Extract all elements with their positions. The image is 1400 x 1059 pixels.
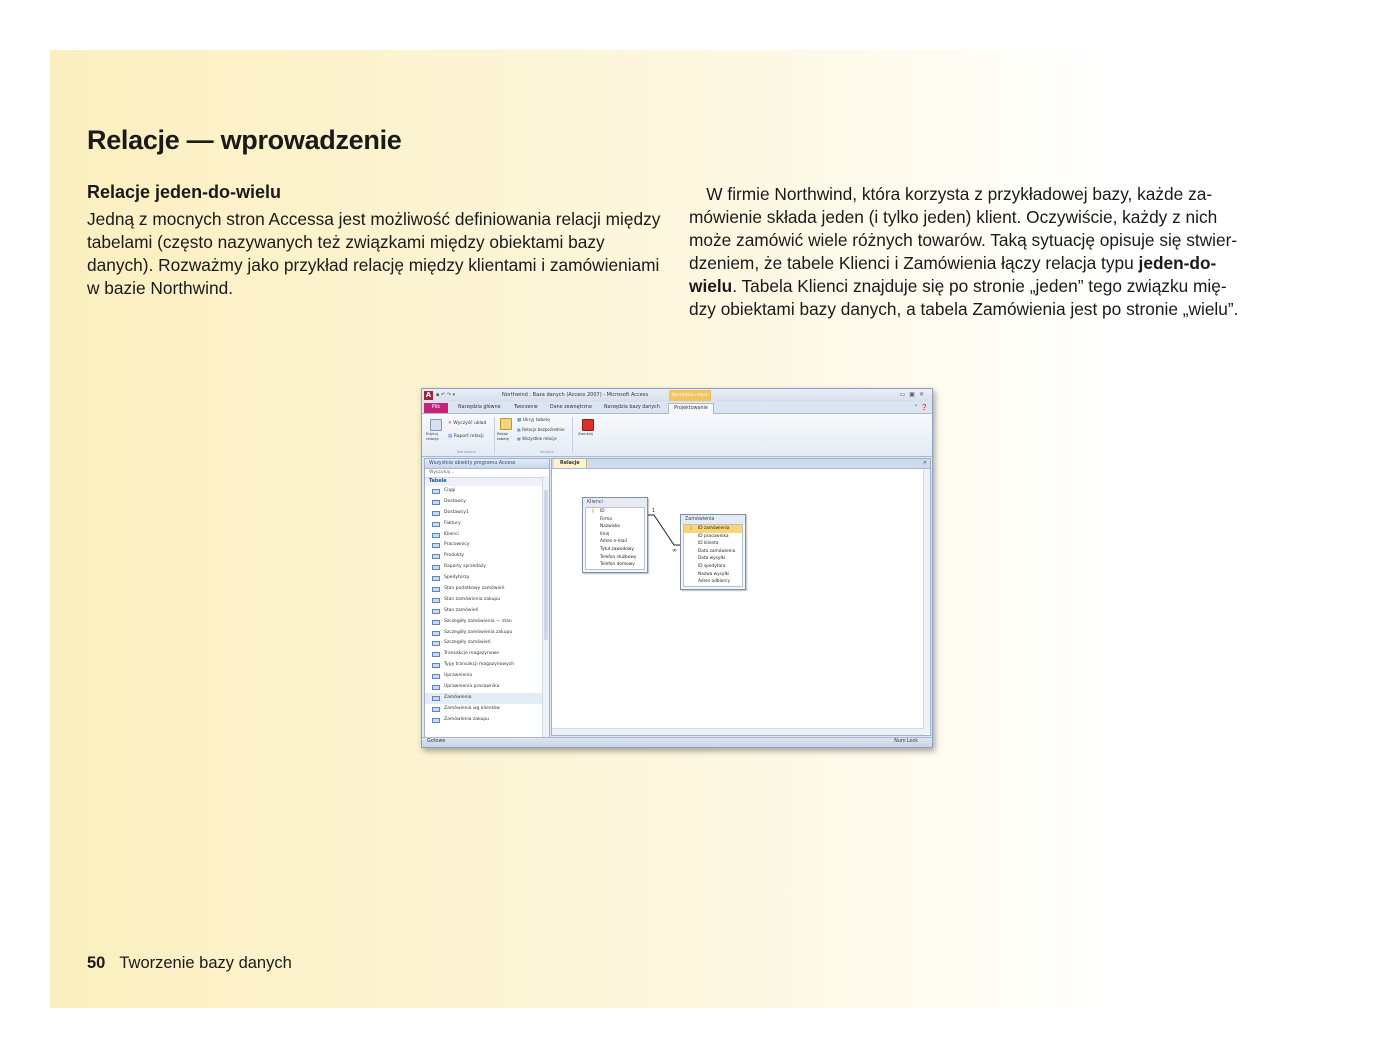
edit-relations-label: Edytuj relacje xyxy=(426,431,439,441)
table-icon xyxy=(432,641,440,646)
primary-key-icon: ⚷ xyxy=(591,508,595,514)
nav-scrollbar xyxy=(542,476,549,738)
nav-table-label: Zamówienia wg klientów xyxy=(444,705,500,711)
nav-table-label: Klienci xyxy=(444,531,459,537)
nav-table-label: Produkty xyxy=(444,553,464,559)
nav-table-item xyxy=(425,595,549,606)
help-icon: ⌃ ❓ xyxy=(913,404,928,411)
nav-table-item xyxy=(425,693,549,704)
nav-table-label: Uprawnienia xyxy=(444,673,473,679)
relationship-report-label: Raport relacji xyxy=(453,434,484,439)
field-list xyxy=(585,507,645,570)
tab-create: Tworzenie xyxy=(514,405,538,410)
nav-scroll-thumb xyxy=(544,490,548,640)
table-field xyxy=(586,538,644,546)
table-icon xyxy=(432,522,440,527)
primary-key-icon: ⚷ xyxy=(689,525,693,531)
table-icon xyxy=(432,533,440,538)
nav-table-item xyxy=(425,682,549,693)
nav-table-item xyxy=(425,562,549,573)
field-label: Imię xyxy=(600,531,610,537)
window-controls-icon: ▭▣✕ xyxy=(899,391,928,398)
table-field xyxy=(684,563,742,571)
table-icon xyxy=(432,598,440,603)
table-field xyxy=(684,578,742,586)
relationship-canvas xyxy=(552,469,924,731)
tab-database-tools: Narzędzia bazy danych xyxy=(604,405,660,410)
nav-table-item xyxy=(425,540,549,551)
line-text: W firmie Northwind, która korzysta z przykładowej bazy, każde za- xyxy=(689,184,1213,204)
table-field xyxy=(586,531,644,539)
field-label: Tytuł zawodowy xyxy=(600,546,634,552)
window-titlebar xyxy=(422,389,932,402)
nav-table-item xyxy=(425,573,549,584)
edit-relations-icon xyxy=(430,419,442,431)
ribbon-separator xyxy=(494,417,495,453)
group-tools-label: Narzędzia xyxy=(457,449,476,454)
table-zamowienia xyxy=(680,514,746,590)
table-icon xyxy=(432,543,440,548)
nav-table-item xyxy=(425,715,549,726)
table-field xyxy=(684,548,742,556)
table-icon xyxy=(432,565,440,570)
all-relationships-button: ▦ Wszystkie relacje xyxy=(517,436,557,441)
bold-text: wielu xyxy=(689,276,733,296)
nav-table-label: Transakcje magazynowe xyxy=(444,651,500,657)
field-label: ID zamówienia xyxy=(698,526,730,531)
ribbon-separator xyxy=(572,417,573,453)
table-icon xyxy=(432,609,440,614)
table-icon xyxy=(432,587,440,592)
nav-table-item xyxy=(425,508,549,519)
field-label: Telefon domowy xyxy=(600,562,635,568)
field-label: Telefon służbowy xyxy=(600,554,637,560)
page-title: Relacje — wprowadzenie xyxy=(87,125,402,155)
field-label: Adres odbiorcy xyxy=(698,579,730,585)
nav-table-label: Stan zamówienia zakupu xyxy=(444,596,501,602)
access-window-screenshot xyxy=(421,388,933,748)
tab-home: Narzędzia główne xyxy=(458,405,501,410)
table-icon xyxy=(432,652,440,657)
tab-external-data: Dane zewnętrzne xyxy=(550,405,592,410)
close-icon xyxy=(582,419,594,431)
line-text: mówienie składa jeden (i tylko jeden) klient. Oczywiście, każdy z nich xyxy=(689,207,1218,227)
window-title: Northwind : Baza danych (Access 2007) - Microsoft Access xyxy=(502,392,649,398)
table-icon xyxy=(432,511,440,516)
nav-table-item xyxy=(425,649,549,660)
nav-search-input: Wyszukaj... xyxy=(425,469,549,478)
nav-table-item xyxy=(425,497,549,508)
table-field xyxy=(586,561,644,569)
page-footer xyxy=(87,954,292,973)
right-paragraph xyxy=(689,183,1264,321)
nav-table-label: Zamówienia zakupu xyxy=(444,716,490,722)
tab-file: Plik xyxy=(424,403,448,413)
quick-access-toolbar: ▪ ↶ ↷ ▾ xyxy=(436,392,456,398)
document-vertical-scrollbar xyxy=(923,469,930,734)
document-horizontal-scrollbar xyxy=(552,728,924,735)
section-heading: Relacje jeden-do-wielu xyxy=(87,182,282,202)
nav-table-item xyxy=(425,660,549,671)
table-field xyxy=(586,546,644,554)
field-label: ID xyxy=(600,509,605,514)
ribbon-tab-row xyxy=(422,403,932,414)
nav-table-label: Faktury xyxy=(444,520,461,526)
nav-table-item xyxy=(425,638,549,649)
tab-design: Projektowanie xyxy=(668,403,714,414)
table-icon xyxy=(432,620,440,625)
table-field xyxy=(684,525,742,533)
table-field xyxy=(586,554,644,562)
nav-group-tables: Tabele xyxy=(425,478,549,486)
access-app-icon: A xyxy=(425,391,432,399)
nav-table-item xyxy=(425,704,549,715)
table-icon xyxy=(432,554,440,559)
relationship-report-button: ▤ Raport relacji xyxy=(448,434,484,439)
line-text: dzeniem, że tabele Klienci i Zamówienia łączy relacja typu xyxy=(689,253,1139,273)
field-label: Data zamówienia xyxy=(698,548,736,554)
nav-table-item xyxy=(425,551,549,562)
paragraph-line xyxy=(689,206,1264,229)
field-label: Nazwisko xyxy=(600,524,621,530)
line-text: może zamówić wiele różnych towarów. Taką sytuację opisuje się stwier- xyxy=(689,230,1238,250)
navigation-pane xyxy=(424,458,550,740)
field-label: Data wysyłki xyxy=(698,556,726,562)
field-label: Adres e-mail xyxy=(600,539,627,545)
table-field xyxy=(684,571,742,579)
paragraph-line xyxy=(689,275,1264,298)
nav-table-item xyxy=(425,671,549,682)
table-icon xyxy=(432,718,440,723)
table-icon xyxy=(432,663,440,668)
table-title: Klienci xyxy=(583,498,647,507)
relationships-document xyxy=(551,458,931,736)
nav-table-item xyxy=(425,617,549,628)
table-icon xyxy=(432,576,440,581)
paragraph-line xyxy=(689,183,1264,206)
table-icon xyxy=(432,500,440,505)
direct-relationships-label: Relacje bezpośrednie xyxy=(522,427,565,432)
nav-table-item xyxy=(425,584,549,595)
table-field xyxy=(684,540,742,548)
nav-table-label: Typy transakcji magazynowych xyxy=(444,662,515,668)
nav-table-label: Szczegóły zamówienia zakupu xyxy=(444,629,513,635)
paragraph-line xyxy=(689,229,1264,252)
nav-table-item xyxy=(425,530,549,541)
table-icon xyxy=(432,489,440,494)
table-field xyxy=(586,516,644,524)
table-field xyxy=(586,523,644,531)
close-document-icon: ✕ xyxy=(922,460,927,466)
field-label: ID klienta xyxy=(698,541,719,547)
nav-table-item xyxy=(425,628,549,639)
field-label: ID spedytora xyxy=(698,563,726,569)
all-relationships-label: Wszystkie relacje xyxy=(522,436,557,441)
line-text: . Tabela Klienci znajduje się po stronie „jeden” tego związku mię- xyxy=(732,276,1227,296)
field-label: ID pracownika xyxy=(698,533,729,539)
table-field xyxy=(684,533,742,541)
chapter-title: Tworzenie bazy danych xyxy=(119,954,292,972)
hide-table-label: Ukryj tabelę xyxy=(522,418,550,423)
show-table-icon xyxy=(500,418,512,430)
direct-relationships-button: ▦ Relacje bezpośrednie xyxy=(517,427,565,432)
hide-table-button: ▦ Ukryj tabelę xyxy=(517,418,550,423)
nav-table-label: Ciągi xyxy=(444,488,456,493)
table-title: Zamówienia xyxy=(681,515,745,524)
line-text: dzy obiektami bazy danych, a tabela Zamówienia jest po stronie „wielu”. xyxy=(689,299,1239,319)
page-number: 50 xyxy=(87,954,106,972)
nav-table-item xyxy=(425,486,549,497)
clear-layout-button: ✕ Wyczyść układ xyxy=(448,421,487,426)
table-icon xyxy=(432,685,440,690)
table-field xyxy=(684,555,742,563)
status-ready: Gotowe xyxy=(427,739,446,744)
nav-table-label: Zamówienia xyxy=(444,694,472,700)
relation-one-label: 1 xyxy=(652,508,656,514)
show-table-label: Pokaż tabelę xyxy=(497,431,509,441)
nav-table-item xyxy=(425,606,549,617)
nav-table-label: Stan podatkowy zamówień xyxy=(444,586,505,592)
nav-table-label: Dostawcy1 xyxy=(444,509,469,515)
close-label: Zamknij xyxy=(578,431,594,436)
relationship-line xyxy=(648,515,681,545)
intro-paragraph: Jedną z mocnych stron Accessa jest możliwość definiowania relacji między tabelami (często nazywanych też związkami między obiektami bazy danych). Rozważmy jako przykład relację między klientami i zamówieniami w bazie Northwind. xyxy=(87,209,661,298)
status-bar xyxy=(422,737,932,747)
nav-table-label: Uprawnienia pracownika xyxy=(444,684,500,690)
nav-table-label: Spedytorzy xyxy=(444,575,470,581)
bold-text: jeden-do- xyxy=(1138,253,1217,273)
nav-table-label: Szczegóły zamówienia — stan xyxy=(444,618,512,624)
nav-table-label: Raporty sprzedaży xyxy=(444,564,486,570)
tab-relationships: Relacje xyxy=(554,459,587,468)
nav-table-label: Dostawcy xyxy=(444,498,466,504)
table-klienci xyxy=(582,497,648,573)
table-icon xyxy=(432,707,440,712)
ribbon xyxy=(422,414,932,457)
table-field xyxy=(586,508,644,516)
table-icon xyxy=(432,696,440,701)
nav-table-list xyxy=(425,486,549,726)
clear-layout-label: Wyczyść układ xyxy=(453,421,487,426)
group-relations-label: Relacje xyxy=(540,449,554,454)
paragraph-line xyxy=(689,252,1264,275)
paragraph-line xyxy=(689,298,1264,321)
field-label: Nazwa wysyłki xyxy=(698,571,730,577)
status-num-lock: Num Lock xyxy=(894,739,918,744)
nav-table-label: Pracownicy xyxy=(444,542,470,548)
nav-table-item xyxy=(425,519,549,530)
nav-table-label: Szczegóły zamówień xyxy=(444,640,491,646)
field-label: Firma xyxy=(600,516,612,522)
context-tab-label: Narzędzia relacji xyxy=(669,390,711,401)
field-list xyxy=(683,524,743,587)
document-tab-bar xyxy=(552,459,930,469)
nav-pane-header: Wszystkie obiekty programu Access xyxy=(425,459,549,469)
relation-many-label: ∞ xyxy=(672,547,677,554)
table-icon xyxy=(432,674,440,679)
table-icon xyxy=(432,631,440,636)
nav-table-label: Stan zamówień xyxy=(444,607,479,613)
